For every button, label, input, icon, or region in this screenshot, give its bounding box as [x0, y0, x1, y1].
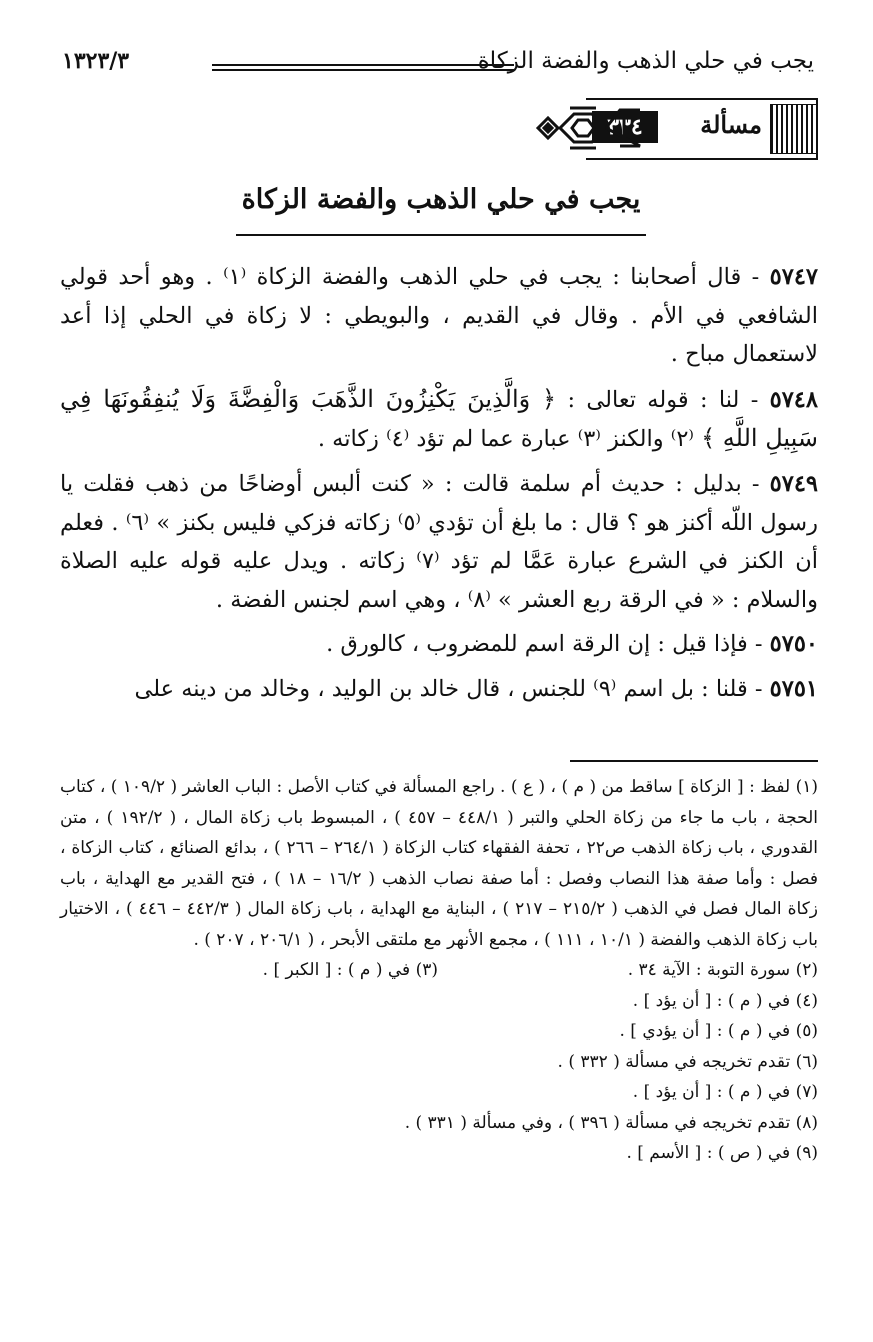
footnote-2: (٢) سورة التوبة : الآية ٣٤ .	[627, 960, 818, 980]
main-text	[60, 258, 818, 715]
page-reference: ١٣٢٣/٣	[62, 48, 130, 74]
paragraph-text: - لنا : قوله تعالى :	[556, 386, 770, 413]
section-title-underline	[236, 234, 646, 236]
running-header	[62, 44, 814, 84]
paragraph-5750	[60, 625, 818, 664]
footnote-4: (٤) في ( م ) : [ أن يؤد ] .	[632, 990, 818, 1011]
running-header-title: يجب في حلي الذهب والفضة الزكاة	[477, 48, 814, 74]
quran-verse: ﴿ وَالَّذِينَ يَكْنِزُونَ الذَّهَبَ وَالْفِضَّةَ وَلَا يُنفِقُونَهَا فِي سَبِيلِ اللَّهِ ﴾	[60, 384, 818, 453]
paragraph-number: ٥٧٤٩	[769, 470, 818, 497]
paragraph-number: ٥٧٥٠	[769, 631, 818, 658]
paragraph-number: ٥٧٤٨	[769, 386, 818, 413]
paragraph-5749	[60, 465, 818, 619]
header-double-rule	[212, 64, 514, 71]
footnotes	[60, 772, 818, 1169]
paragraph-text: ⁽٢⁾ والكنز ⁽٣⁾ عبارة عما لم تؤد ⁽٤⁾ زكاته .	[317, 426, 702, 453]
paragraph-5747	[60, 258, 818, 374]
paragraph-5748	[60, 380, 818, 459]
footnote-9: (٩) في ( ص ) : [ الأسم ] .	[626, 1143, 818, 1163]
masala-bar	[534, 98, 818, 158]
paragraph-text: - قال أصحابنا : يجب في حلي الذهب والفضة الزكاة ⁽١⁾ . وهو أحد قولي الشافعي في الأم . وقال في القديم ، والبويطي : لا زكاة في الحلي إذا أعد لاستعمال مباح .	[60, 264, 818, 368]
masala-number: ٣٣٤	[592, 111, 658, 143]
masala-label: مسألة	[700, 110, 762, 139]
footnote-separator	[570, 760, 818, 762]
footnote-5: (٥) في ( م ) : [ أن يؤدي ] .	[619, 1021, 818, 1041]
section-title: يجب في حلي الذهب والفضة الزكاة	[241, 184, 641, 215]
footnote-8: (٨) تقدم تخريجه في مسألة ( ٣٩٦ ) ، وفي مسألة ( ٣٣١ ) .	[404, 1112, 818, 1133]
footnote-3: (٣) في ( م ) : [ الكبر ] .	[262, 960, 438, 980]
paragraph-number: ٥٧٥١	[769, 675, 818, 702]
paragraph-5751	[60, 670, 818, 709]
geometric-ornament-icon	[534, 102, 644, 154]
paragraph-number: ٥٧٤٧	[769, 264, 818, 290]
hatched-lines-ornament	[770, 104, 818, 154]
footnote-row-2-3	[60, 955, 818, 986]
footnote-7: (٧) في ( م ) : [ أن يؤد ] .	[632, 1082, 818, 1102]
footnote-6: (٦) تقدم تخريجه في مسألة ( ٣٣٢ ) .	[557, 1051, 818, 1072]
paragraph-text: - فإذا قيل : إن الرقة اسم للمضروب ، كالورق .	[326, 631, 770, 658]
paragraph-text: - قلنا : بل اسم ⁽٩⁾ للجنس ، قال خالد بن الوليد ، وخالد من دينه على	[134, 675, 770, 702]
footnote-1: (١) لفظ : [ الزكاة ] ساقط من ( م ) ، ( ع ) . راجع المسألة في كتاب الأصل : الباب العاشر ( ١٠٩/٢ ) ، كتاب الحجة ، باب ما جاء من زكاة الحلي والتبر ( ٤٤٨/١ – ٤٥٧ ) ، المبسوط باب زكاة المال ، ( ١٩٢/٢ ) ، متن القدوري ، باب زكاة الذهب ص٢٢ ، تحفة الفقهاء كتاب الزكاة ( ٢٦٤/١ – ٢٦٦ ) ، بدائع الصنائع ، كتاب الزكاة ، فصل : وأما صفة هذا النصاب وفصل : أما صفة نصاب الذهب ( ١٦/٢ – ١٨ ) ، فتح القدير مع الهداية ، باب زكاة المال فصل في الذهب ( ٢١٥/٢ – ٢١٧ ) ، البناية مع الهداية ، باب زكاة المال ( ٤٤٢/٣ – ٤٤٦ ) ، الاختيار باب زكاة الذهب والفضة ( ١٠/١ ، ١١١ ) ، مجمع الأنهر مع ملتقى الأبحر ، ( ٢٠٦/١ ، ٢٠٧ ) .	[60, 777, 819, 950]
paragraph-text: - بدليل : حديث أم سلمة قالت : « كنت ألبس أوضاحًا من ذهب فقلت يا رسول اللّه أكنز هو ؟ قال : ما بلغ أن تؤدي ⁽٥⁾ زكاته فزكي فليس بكنز » ⁽٦⁾ . فعلم أن الكنز في الشرع عبارة عَمَّا لم تؤد ⁽٧⁾ زكاته . ويدل عليه قوله عليه الصلاة والسلام : « في الرقة ربع العشر » ⁽٨⁾ ، وهي اسم لجنس الفضة .	[60, 470, 819, 613]
